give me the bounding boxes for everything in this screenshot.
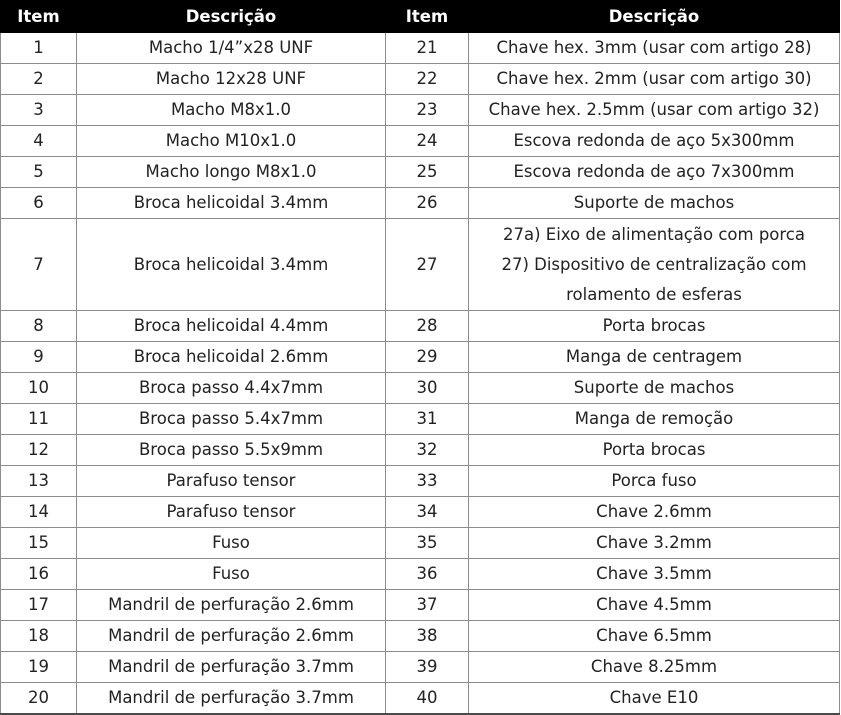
header-item-left: Item (1, 1, 77, 33)
item-number-right: 29 (386, 342, 469, 373)
header-description-right: Descrição (469, 1, 840, 33)
item-number-left: 14 (1, 497, 77, 528)
table-row (1, 528, 840, 559)
item-number-left: 11 (1, 404, 77, 435)
item-description-left: Fuso (77, 559, 386, 590)
item-number-left: 6 (1, 188, 77, 219)
item-number-left: 4 (1, 126, 77, 157)
item-number-left: 17 (1, 590, 77, 621)
header-row (1, 1, 840, 33)
item-description-right (469, 373, 840, 404)
table-row (1, 64, 840, 95)
item-number-left: 8 (1, 311, 77, 342)
item-description-left: Fuso (77, 528, 386, 559)
item-description-left: Broca helicoidal 3.4mm (77, 188, 386, 219)
item-number-left: 20 (1, 683, 77, 715)
item-number-right: 24 (386, 126, 469, 157)
item-number-left: 1 (1, 33, 77, 64)
description-line: Chave hex. 2mm (usar com artigo 30) (496, 69, 812, 88)
table-row (1, 342, 840, 373)
item-description-left: Mandril de perfuração 2.6mm (77, 621, 386, 652)
table-row (1, 435, 840, 466)
item-description-left: Mandril de perfuração 3.7mm (77, 652, 386, 683)
item-description-right (469, 64, 840, 95)
description-line: Chave 6.5mm (596, 626, 712, 645)
table-row (1, 559, 840, 590)
item-number-right: 28 (386, 311, 469, 342)
item-description-left: Macho M8x1.0 (77, 95, 386, 126)
description-line: rolamento de esferas (566, 284, 742, 304)
item-description-right (469, 435, 840, 466)
item-description-right (469, 311, 840, 342)
item-number-right: 25 (386, 157, 469, 188)
description-line: Chave hex. 3mm (usar com artigo 28) (496, 38, 812, 57)
item-description-right (469, 528, 840, 559)
item-description-right (469, 188, 840, 219)
header-description-left: Descrição (77, 1, 386, 33)
table-row (1, 683, 840, 715)
description-line: 27) Dispositivo de centralização com (501, 254, 807, 274)
item-description-left: Broca helicoidal 4.4mm (77, 311, 386, 342)
item-description-left: Mandril de perfuração 2.6mm (77, 590, 386, 621)
item-number-left: 16 (1, 559, 77, 590)
table-row (1, 373, 840, 404)
table-row (1, 95, 840, 126)
item-number-right: 31 (386, 404, 469, 435)
description-line: Chave 8.25mm (590, 657, 718, 676)
item-number-right: 30 (386, 373, 469, 404)
table-row (1, 621, 840, 652)
table-row (1, 466, 840, 497)
item-number-right: 21 (386, 33, 469, 64)
item-number-right: 38 (386, 621, 469, 652)
description-line: Suporte de machos (573, 378, 735, 397)
description-line: Chave 3.2mm (596, 533, 712, 552)
item-description-left: Macho longo M8x1.0 (77, 157, 386, 188)
item-number-left: 12 (1, 435, 77, 466)
item-number-left: 10 (1, 373, 77, 404)
item-number-left: 3 (1, 95, 77, 126)
table-row (1, 33, 840, 64)
header-item-right: Item (386, 1, 469, 33)
item-number-right: 23 (386, 95, 469, 126)
item-description-right (469, 497, 840, 528)
item-description-right (469, 126, 840, 157)
item-description-left: Macho 12x28 UNF (77, 64, 386, 95)
description-line: Escova redonda de aço 7x300mm (513, 162, 795, 181)
item-number-right: 40 (386, 683, 469, 715)
item-number-left: 15 (1, 528, 77, 559)
item-description-left: Macho 1/4”x28 UNF (77, 33, 386, 64)
description-line: Suporte de machos (573, 193, 735, 212)
description-line: Escova redonda de aço 5x300mm (513, 131, 795, 150)
table-row (1, 590, 840, 621)
description-line: Manga de remoção (574, 409, 734, 428)
item-number-right: 26 (386, 188, 469, 219)
description-line: Manga de centragem (565, 347, 743, 366)
item-number-right: 39 (386, 652, 469, 683)
item-description-right (469, 683, 840, 715)
description-line: Chave 2.6mm (596, 502, 712, 521)
description-line: Porta brocas (602, 440, 706, 459)
item-number-right: 34 (386, 497, 469, 528)
item-description-left: Mandril de perfuração 3.7mm (77, 683, 386, 715)
item-number-left: 2 (1, 64, 77, 95)
description-line: Chave 3.5mm (596, 564, 712, 583)
item-number-right: 22 (386, 64, 469, 95)
item-number-left: 13 (1, 466, 77, 497)
item-description-left: Macho M10x1.0 (77, 126, 386, 157)
item-description-right (469, 590, 840, 621)
item-description-left: Parafuso tensor (77, 497, 386, 528)
item-description-right (469, 559, 840, 590)
table-row (1, 157, 840, 188)
item-number-right: 35 (386, 528, 469, 559)
item-number-left: 19 (1, 652, 77, 683)
item-number-right: 33 (386, 466, 469, 497)
item-number-right: 27 (386, 219, 469, 311)
item-description-left: Broca helicoidal 2.6mm (77, 342, 386, 373)
item-number-left: 9 (1, 342, 77, 373)
item-description-left: Broca passo 5.5x9mm (77, 435, 386, 466)
item-description-right (469, 33, 840, 64)
table-row (1, 404, 840, 435)
item-description-right (469, 621, 840, 652)
table-row (1, 311, 840, 342)
table-row (1, 497, 840, 528)
table-row (1, 652, 840, 683)
table-row (1, 126, 840, 157)
item-description-right (469, 652, 840, 683)
item-number-left: 5 (1, 157, 77, 188)
table-header (1, 1, 840, 33)
description-line: 27a) Eixo de alimentação com porca (503, 224, 805, 244)
table-row (1, 219, 840, 311)
item-description-right (469, 342, 840, 373)
item-description-right (469, 157, 840, 188)
description-line: Chave 4.5mm (596, 595, 712, 614)
item-number-right: 32 (386, 435, 469, 466)
item-description-left: Broca passo 4.4x7mm (77, 373, 386, 404)
item-number-left: 7 (1, 219, 77, 311)
description-line: Porta brocas (602, 316, 706, 335)
item-number-right: 37 (386, 590, 469, 621)
description-line: Chave hex. 2.5mm (usar com artigo 32) (488, 100, 820, 119)
item-description-left: Broca helicoidal 3.4mm (77, 219, 386, 311)
item-description-right (469, 95, 840, 126)
item-number-right: 36 (386, 559, 469, 590)
table-body (1, 33, 840, 715)
item-description-right (469, 466, 840, 497)
item-description-left: Parafuso tensor (77, 466, 386, 497)
description-line: Chave E10 (609, 688, 699, 707)
table-row (1, 188, 840, 219)
item-description-right (469, 404, 840, 435)
item-number-left: 18 (1, 621, 77, 652)
item-description-right (469, 219, 840, 311)
description-line: Porca fuso (611, 471, 697, 490)
item-description-left: Broca passo 5.4x7mm (77, 404, 386, 435)
